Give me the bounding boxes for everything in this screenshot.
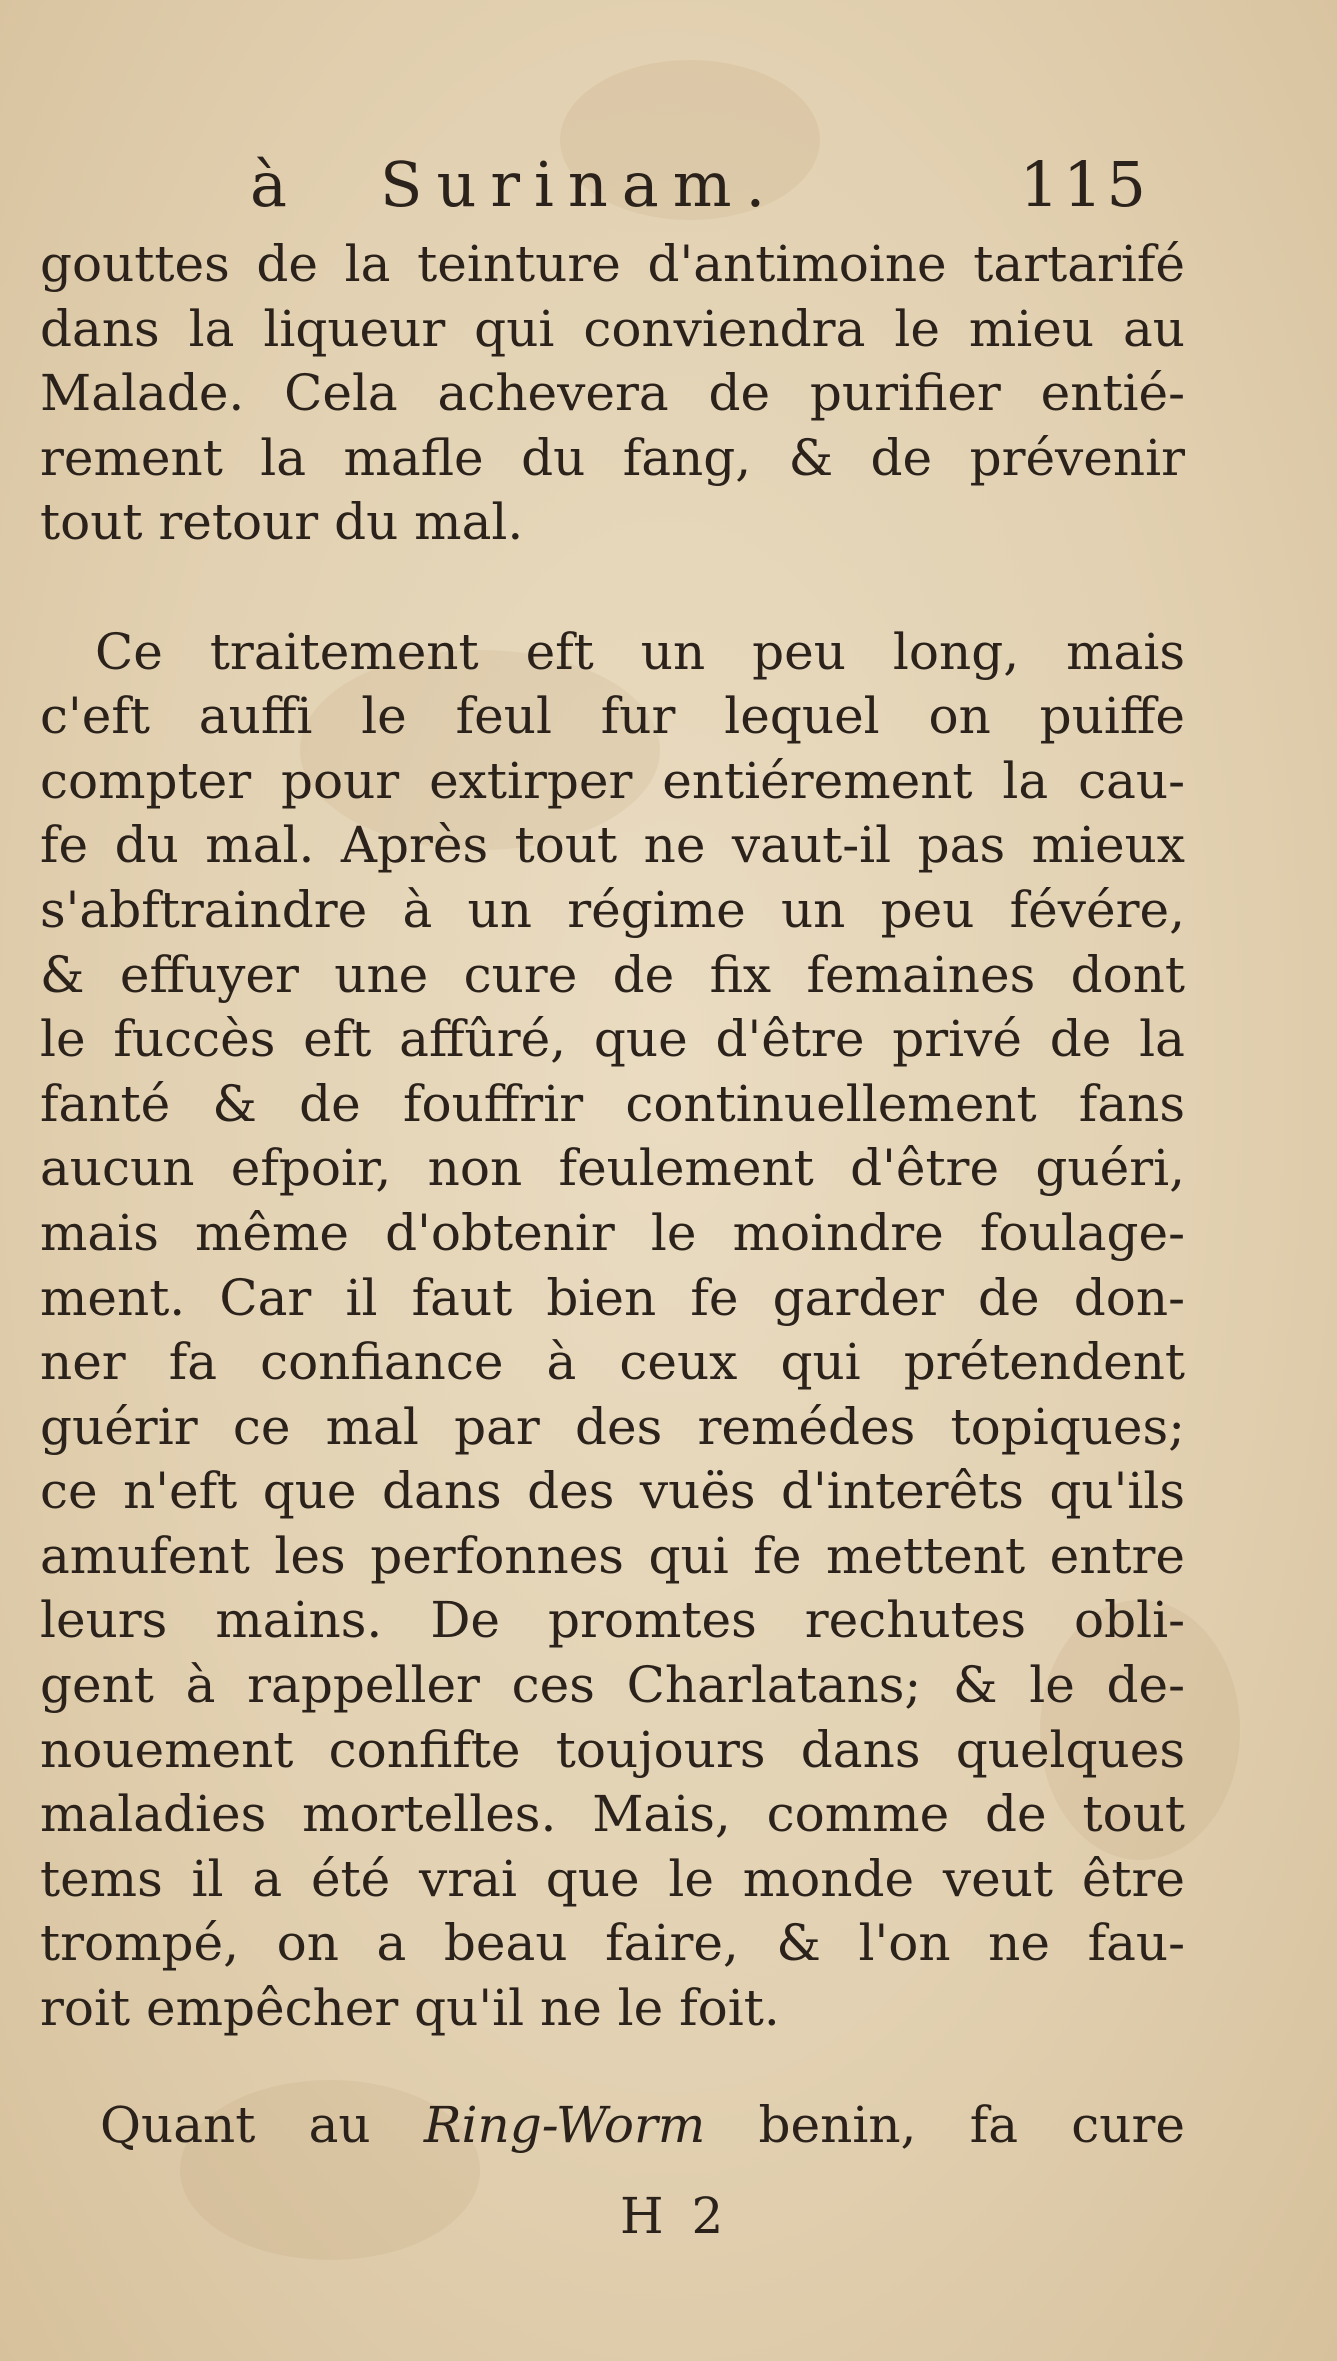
body-text — [40, 232, 1185, 2157]
text-line-with-italic — [40, 2093, 1185, 2158]
text-line: aucun efpoir, non feulement d'être guéri, — [40, 1139, 1185, 1198]
text-line: le fuccès eft affûré, que d'être privé de la — [40, 1010, 1185, 1069]
text-line: fe du mal. Après tout ne vaut-il pas mieux — [40, 816, 1185, 875]
text-line: tout retour du mal. — [40, 493, 524, 552]
text-line: fanté & de fouffrir continuellement fans — [40, 1074, 1185, 1133]
text-line: nouement confifte toujours dans quelques — [40, 1720, 1185, 1779]
header-prefix: à — [250, 148, 295, 221]
running-title: Surinam. — [380, 148, 780, 221]
italic-term: Ring-Worm — [423, 2095, 706, 2154]
text-line: maladies mortelles. Mais, comme de tout — [40, 1785, 1185, 1844]
text-line: Malade. Cela achevera de purifier entié- — [40, 364, 1185, 423]
text-line: tems il a été vrai que le monde veut être — [40, 1849, 1185, 1908]
text-line: & effuyer une cure de fix femaines dont — [40, 945, 1185, 1004]
text-line: compter pour extirper entiérement la cau- — [40, 751, 1185, 810]
text-line: leurs mains. De promtes rechutes obli- — [40, 1591, 1185, 1650]
page-number: 115 — [1019, 148, 1150, 221]
paragraph-gap — [40, 2041, 1185, 2093]
text-line: guérir ce mal par des remédes topiques; — [40, 1397, 1185, 1456]
text-line: Ce traitement eft un peu long, mais — [95, 622, 1185, 681]
signature-mark: H 2 — [620, 2187, 730, 2245]
text-line: gouttes de la teinture d'antimoine tartarifé — [40, 235, 1185, 293]
paragraph-gap — [40, 555, 1185, 620]
text-line: dans la liqueur qui conviendra le mieu au — [40, 299, 1185, 358]
text-fragment: Quant au — [100, 2095, 424, 2154]
text-line: c'eft auffi le feul fur lequel on puiffe — [40, 687, 1185, 746]
text-line: gent à rappeller ces Charlatans; & le de- — [40, 1656, 1185, 1715]
text-line: roit empêcher qu'il ne le foit. — [40, 1979, 780, 2038]
running-header — [250, 148, 1150, 221]
text-line: ment. Car il faut bien fe garder de don- — [40, 1268, 1185, 1327]
text-fragment: benin, fa cure — [705, 2095, 1185, 2154]
text-line: mais même d'obtenir le moindre foulage- — [40, 1203, 1185, 1262]
text-line: ner fa confiance à ceux qui prétendent — [40, 1333, 1185, 1392]
text-line: trompé, on a beau faire, & l'on ne fau- — [40, 1914, 1185, 1973]
text-line: rement la mafle du fang, & de prévenir — [40, 428, 1185, 487]
text-line: s'abftraindre à un régime un peu févére, — [40, 880, 1185, 939]
text-line: amufent les perfonnes qui fe mettent entre — [40, 1526, 1185, 1585]
text-line: ce n'eft que dans des vuës d'interêts qu'ils — [40, 1462, 1185, 1521]
